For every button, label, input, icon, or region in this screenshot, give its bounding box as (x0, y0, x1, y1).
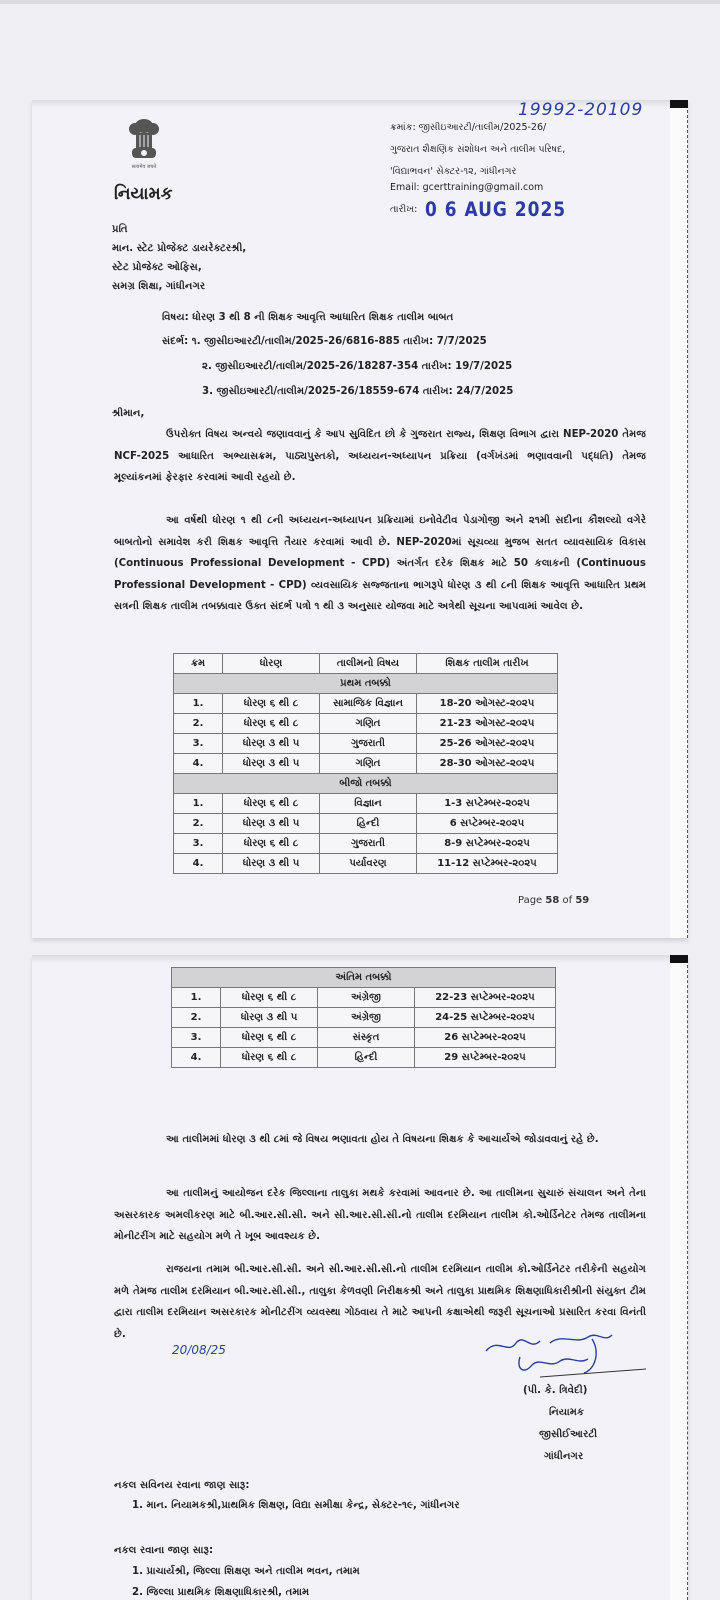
table-row (174, 714, 558, 734)
row-grade: ધોરણ ૩ થી ૫ (223, 734, 320, 754)
date-stamp: 0 6 AUG 2025 (425, 198, 567, 222)
table-row (172, 1008, 556, 1028)
phase-title: અંતિમ તબક્કો (172, 968, 556, 988)
table-row (174, 794, 558, 814)
page-current: 58 (545, 895, 560, 906)
column-header: ધોરણ (223, 654, 320, 674)
paragraph-organization: આ તાલીમનું આયોજન દરેક જિલ્લાના તાલુકા મથકે કરવામાં આવનાર છે. આ તાલીમના સુચારું સંચાલન અને તેના અસરકારક અમલીકરણ માટે બી.આર.સી.સી. અને સી.આર.સી.સી.નો તાલીમ દરમિયાન તાલીમ કો.ઓર્ડિનેટર તેમજ તાલીમના મોનીટરીંગ માટે સહયોગ મળે તે ખૂબ આવશ્યક છે. (114, 1188, 646, 1242)
status-bar-shadow (0, 0, 720, 4)
recipient-prefix: પ્રતિ (112, 224, 128, 235)
handwritten-note: 20/08/25 (172, 1343, 226, 1357)
row-grade: ધોરણ ૬ થી ૮ (221, 1048, 318, 1068)
phase3-rows (172, 988, 556, 1068)
copy-to-item: 2. જિલ્લા પ્રાથમિક શિક્ષણાધિકારશ્રી, તમામ (132, 1587, 310, 1598)
page-number (518, 895, 589, 906)
row-subject: ગણિત (320, 754, 417, 774)
row-date: 11-12 સપ્ટેમ્બર-૨૦૨૫ (417, 854, 558, 874)
phase1-rows (174, 694, 558, 774)
row-grade: ધોરણ ૬ થી ૮ (223, 794, 320, 814)
office-title: નિયામક (114, 184, 173, 204)
row-number: 4. (172, 1048, 221, 1068)
recipient-line: સ્ટેટ પ્રોજેક્ટ ઓફિસ, (112, 262, 202, 273)
training-schedule-table (173, 653, 558, 874)
row-number: 3. (174, 734, 223, 754)
row-number: 1. (172, 988, 221, 1008)
table-header-row (174, 654, 558, 674)
table-row (172, 1048, 556, 1068)
signatory-designation: નિયામક (549, 1407, 585, 1418)
row-subject: ગુજરાતી (320, 834, 417, 854)
table-row (174, 734, 558, 754)
organization-address: 'વિદ્યાભવન' સેક્ટર-૧૨, ગાંધીનગર (390, 166, 517, 177)
signature-icon (480, 1329, 648, 1381)
table-row (174, 854, 558, 874)
of-word: of (562, 895, 573, 906)
row-subject: અંગ્રેજી (318, 988, 415, 1008)
paragraph-cpd: આ વર્ષથી ધોરણ ૧ થી ૮ની અધ્યયન-અધ્યાપન પ્રક્રિયામાં ઇનોવેટીવ પેડાગોજી અને ૨૧મી સદીના કૌશલ્યો વગેરે બાબતોનો સમાવેશ કરી શિક્ષક આવૃત્તિ તૈયાર કરવામાં આવી છે. NEP-2020માં સૂચવ્યા મુજબ સતત વ્યાવસાયિક વિકાસ (Continuous Professional Development - CPD) અંતર્ગત દરેક શિક્ષક માટે 50 કલાકની (Continuous Professional Development - CPD) વ્યવસાયિક સજ્જતાના ભાગરૂપે ધોરણ ૩ થી ૮ની શિક્ષક આવૃત્તિ આધારિત પ્રથમ સત્રની શિક્ષક તાલીમ તબક્કાવાર ઉક્ત સંદર્ભ પત્રો ૧ થી ૩ અનુસાર યોજવા માટે અત્રેથી સૂચના આપવામાં આવેલ છે. (114, 515, 646, 612)
row-date: 29 સપ્ટેમ્બર-૨૦૨૫ (415, 1048, 556, 1068)
row-date: 22-23 સપ્ટેમ્બર-૨૦૨૫ (415, 988, 556, 1008)
row-date: 25-26 ઓગસ્ટ-૨૦૨૫ (417, 734, 558, 754)
row-grade: ધોરણ ૩ થી ૫ (223, 754, 320, 774)
row-subject: સામાજિક વિજ્ઞાન (320, 694, 417, 714)
reference-1: સંદર્ભ: ૧. જીસીઇઆરટી/તાલીમ/2025-26/6816-885 તારીખ: 7/7/2025 (162, 336, 487, 347)
row-subject: ગુજરાતી (320, 734, 417, 754)
row-number: 2. (172, 1008, 221, 1028)
table-row (172, 988, 556, 1008)
page-word: Page (518, 895, 543, 906)
row-date: 24-25 સપ્ટેમ્બર-૨૦૨૫ (415, 1008, 556, 1028)
signatory-office: જીસીઈઆરટી (539, 1429, 598, 1440)
row-number: 1. (174, 794, 223, 814)
row-grade: ધોરણ ૬ થી ૮ (223, 834, 320, 854)
row-number: 4. (174, 854, 223, 874)
row-date: 1-3 સપ્ટેમ્બર-૨૦૨૫ (417, 794, 558, 814)
phase-row (174, 674, 558, 694)
column-header: ક્રમ (174, 654, 223, 674)
subject-line: વિષય: ધોરણ 3 થી 8 ની શિક્ષક આવૃત્તિ આધારિત શિક્ષક તાલીમ બાબત (162, 312, 454, 323)
row-grade: ધોરણ ૬ થી ૮ (221, 988, 318, 1008)
row-number: 2. (174, 814, 223, 834)
row-subject: સંસ્કૃત (318, 1028, 415, 1048)
phase-title: પ્રથમ તબક્કો (174, 674, 558, 694)
copy-humble-item: 1. માન. નિયામકશ્રી,પ્રાથમિક શિક્ષણ, વિદ્યા સમીક્ષા કેન્દ્ર, સેક્ટર-૧૯, ગાંધીનગર (132, 1500, 460, 1511)
page-total: 59 (575, 895, 590, 906)
emblem-caption: सत्यमेव जयते (131, 164, 157, 170)
row-date: 21-23 ઓગસ્ટ-૨૦૨૫ (417, 714, 558, 734)
row-grade: ધોરણ ૬ થી ૮ (223, 714, 320, 734)
row-subject: ગણિત (320, 714, 417, 734)
recipient-line: માન. સ્ટેટ પ્રોજેક્ટ ડાયરેક્ટરશ્રી, (112, 243, 247, 254)
organization-name: ગુજરાત શૈક્ષણિક સંશોધન અને તાલીમ પરિષદ, (390, 144, 566, 155)
table-row (174, 754, 558, 774)
row-grade: ધોરણ ૬ થી ૮ (221, 1028, 318, 1048)
document-page-58[interactable] (32, 100, 688, 938)
row-number: 4. (174, 754, 223, 774)
column-header: શિક્ષક તાલીમ તારીખ (417, 654, 558, 674)
page-right-edge (670, 100, 688, 938)
row-number: 3. (174, 834, 223, 854)
page-edge-tab (670, 955, 688, 963)
row-subject: વિજ્ઞાન (320, 794, 417, 814)
reference-3: 3. જીસીઇઆરટી/તાલીમ/2025-26/18559-674 તારીખ: 24/7/2025 (202, 386, 514, 397)
copy-to-title: નકલ રવાના જાણ સારૂ: (114, 1545, 214, 1556)
paragraph-eligibility: આ તાલીમમાં ધોરણ ૩ થી ૮માં જે વિષય ભણાવતા હોય તે વિષયના શિક્ષક કે આચાર્યએ જોડાવવાનું રહે છે. (166, 1134, 599, 1145)
row-date: 28-30 ઓગસ્ટ-૨૦૨૫ (417, 754, 558, 774)
row-grade: ધોરણ ૬ થી ૮ (223, 694, 320, 714)
row-subject: પર્યાવરણ (320, 854, 417, 874)
paragraph-monitoring: રાજયના તમામ બી.આર.સી.સી. અને સી.આર.સી.સી.નો તાલીમ દરમિયાન તાલીમ કો.ઓર્ડિનેટર તરીકેની સહયોગ મળે તેમજ તાલીમ દરમિયાન બી.આર.સી.સી., તાલુકા કેળવણી નિરીક્ષકશ્રી અને તાલુકા પ્રાથમિક શિક્ષણાધિકારીશ્રીની સંયુક્ત ટીમ દ્વારા તાલીમ દરમિયાન અસરકારક મોનીટરીંગ વ્યવસ્થા ગોઠવાય તે માટે આપની કક્ષાએથી જરૂરી સૂચનાઓ પ્રસારિત કરવા વિનંતી છે. (114, 1264, 646, 1340)
row-grade: ધોરણ ૩ થી ૫ (223, 814, 320, 834)
row-date: 26 સપ્ટેમ્બર-૨૦૨૫ (415, 1028, 556, 1048)
email-link[interactable]: Email: gcerttraining@gmail.com (390, 182, 544, 193)
phase-row (172, 968, 556, 988)
row-number: 1. (174, 694, 223, 714)
phase-title: બીજો તબક્કો (174, 774, 558, 794)
signatory-name: (પી. કે. ત્રિવેદી) (523, 1385, 588, 1396)
column-header: તાલીમનો વિષય (320, 654, 417, 674)
row-date: 18-20 ઓગસ્ટ-૨૦૨૫ (417, 694, 558, 714)
national-emblem-icon (124, 118, 164, 178)
table-row (174, 814, 558, 834)
signatory-city: ગાંધીનગર (544, 1451, 584, 1462)
row-grade: ધોરણ ૩ થી ૫ (223, 854, 320, 874)
handwritten-inward-number: 19992-20109 (518, 100, 644, 120)
row-number: 3. (172, 1028, 221, 1048)
page-right-edge (670, 955, 688, 1600)
document-page-59[interactable] (32, 955, 688, 1600)
reference-number: ક્રમાંક: જીસીઇઆરટી/તાલીમ/2025-26/ (390, 122, 547, 133)
paragraph-intro: ઉપરોક્ત વિષય અન્વયે જણાવવાનું કે આપ સુવિદિત છો કે ગુજરાત રાજ્ય, શિક્ષણ વિભાગ દ્વારા NEP-2020 તેમજ NCF-2025 આધારિત અભ્યાસક્રમ, પાઠ્યપુસ્તકો, અધ્યયન-અધ્યાપન પ્રક્રિયા (વર્ગખંડમાં ભણાવવાની પદ્ધતિ) તેમજ મૂલ્યાંકનમાં ફેરફાર કરવામાં આવી રહયો છે. (114, 429, 646, 483)
page-edge-tab (670, 100, 688, 108)
recipient-line: સમગ્ર શિક્ષા, ગાંધીનગર (112, 281, 206, 292)
phase-row (174, 774, 558, 794)
row-subject: અંગ્રેજી (318, 1008, 415, 1028)
table-row (172, 1028, 556, 1048)
table-row (174, 834, 558, 854)
phase2-rows (174, 794, 558, 874)
page-top-shade (32, 955, 670, 963)
row-subject: હિન્દી (320, 814, 417, 834)
date-label: તારીખ: (390, 204, 418, 215)
salutation: શ્રીમાન, (112, 408, 145, 419)
row-grade: ધોરણ ૩ થી ૫ (221, 1008, 318, 1028)
row-number: 2. (174, 714, 223, 734)
reference-2: ૨. જીસીઇઆરટી/તાલીમ/2025-26/18287-354 તારીખ: 19/7/2025 (202, 361, 513, 372)
row-date: 8-9 સપ્ટેમ્બર-૨૦૨૫ (417, 834, 558, 854)
training-schedule-table-continued (171, 967, 556, 1068)
copy-to-item: 1. પ્રાચાર્યશ્રી, જિલ્લા શિક્ષણ અને તાલીમ ભવન, તમામ (132, 1566, 360, 1577)
copy-humble-title: નકલ સવિનય રવાના જાણ સારૂ: (114, 1480, 250, 1491)
row-date: 6 સપ્ટેમ્બર-૨૦૨૫ (417, 814, 558, 834)
table-row (174, 694, 558, 714)
row-subject: હિન્દી (318, 1048, 415, 1068)
